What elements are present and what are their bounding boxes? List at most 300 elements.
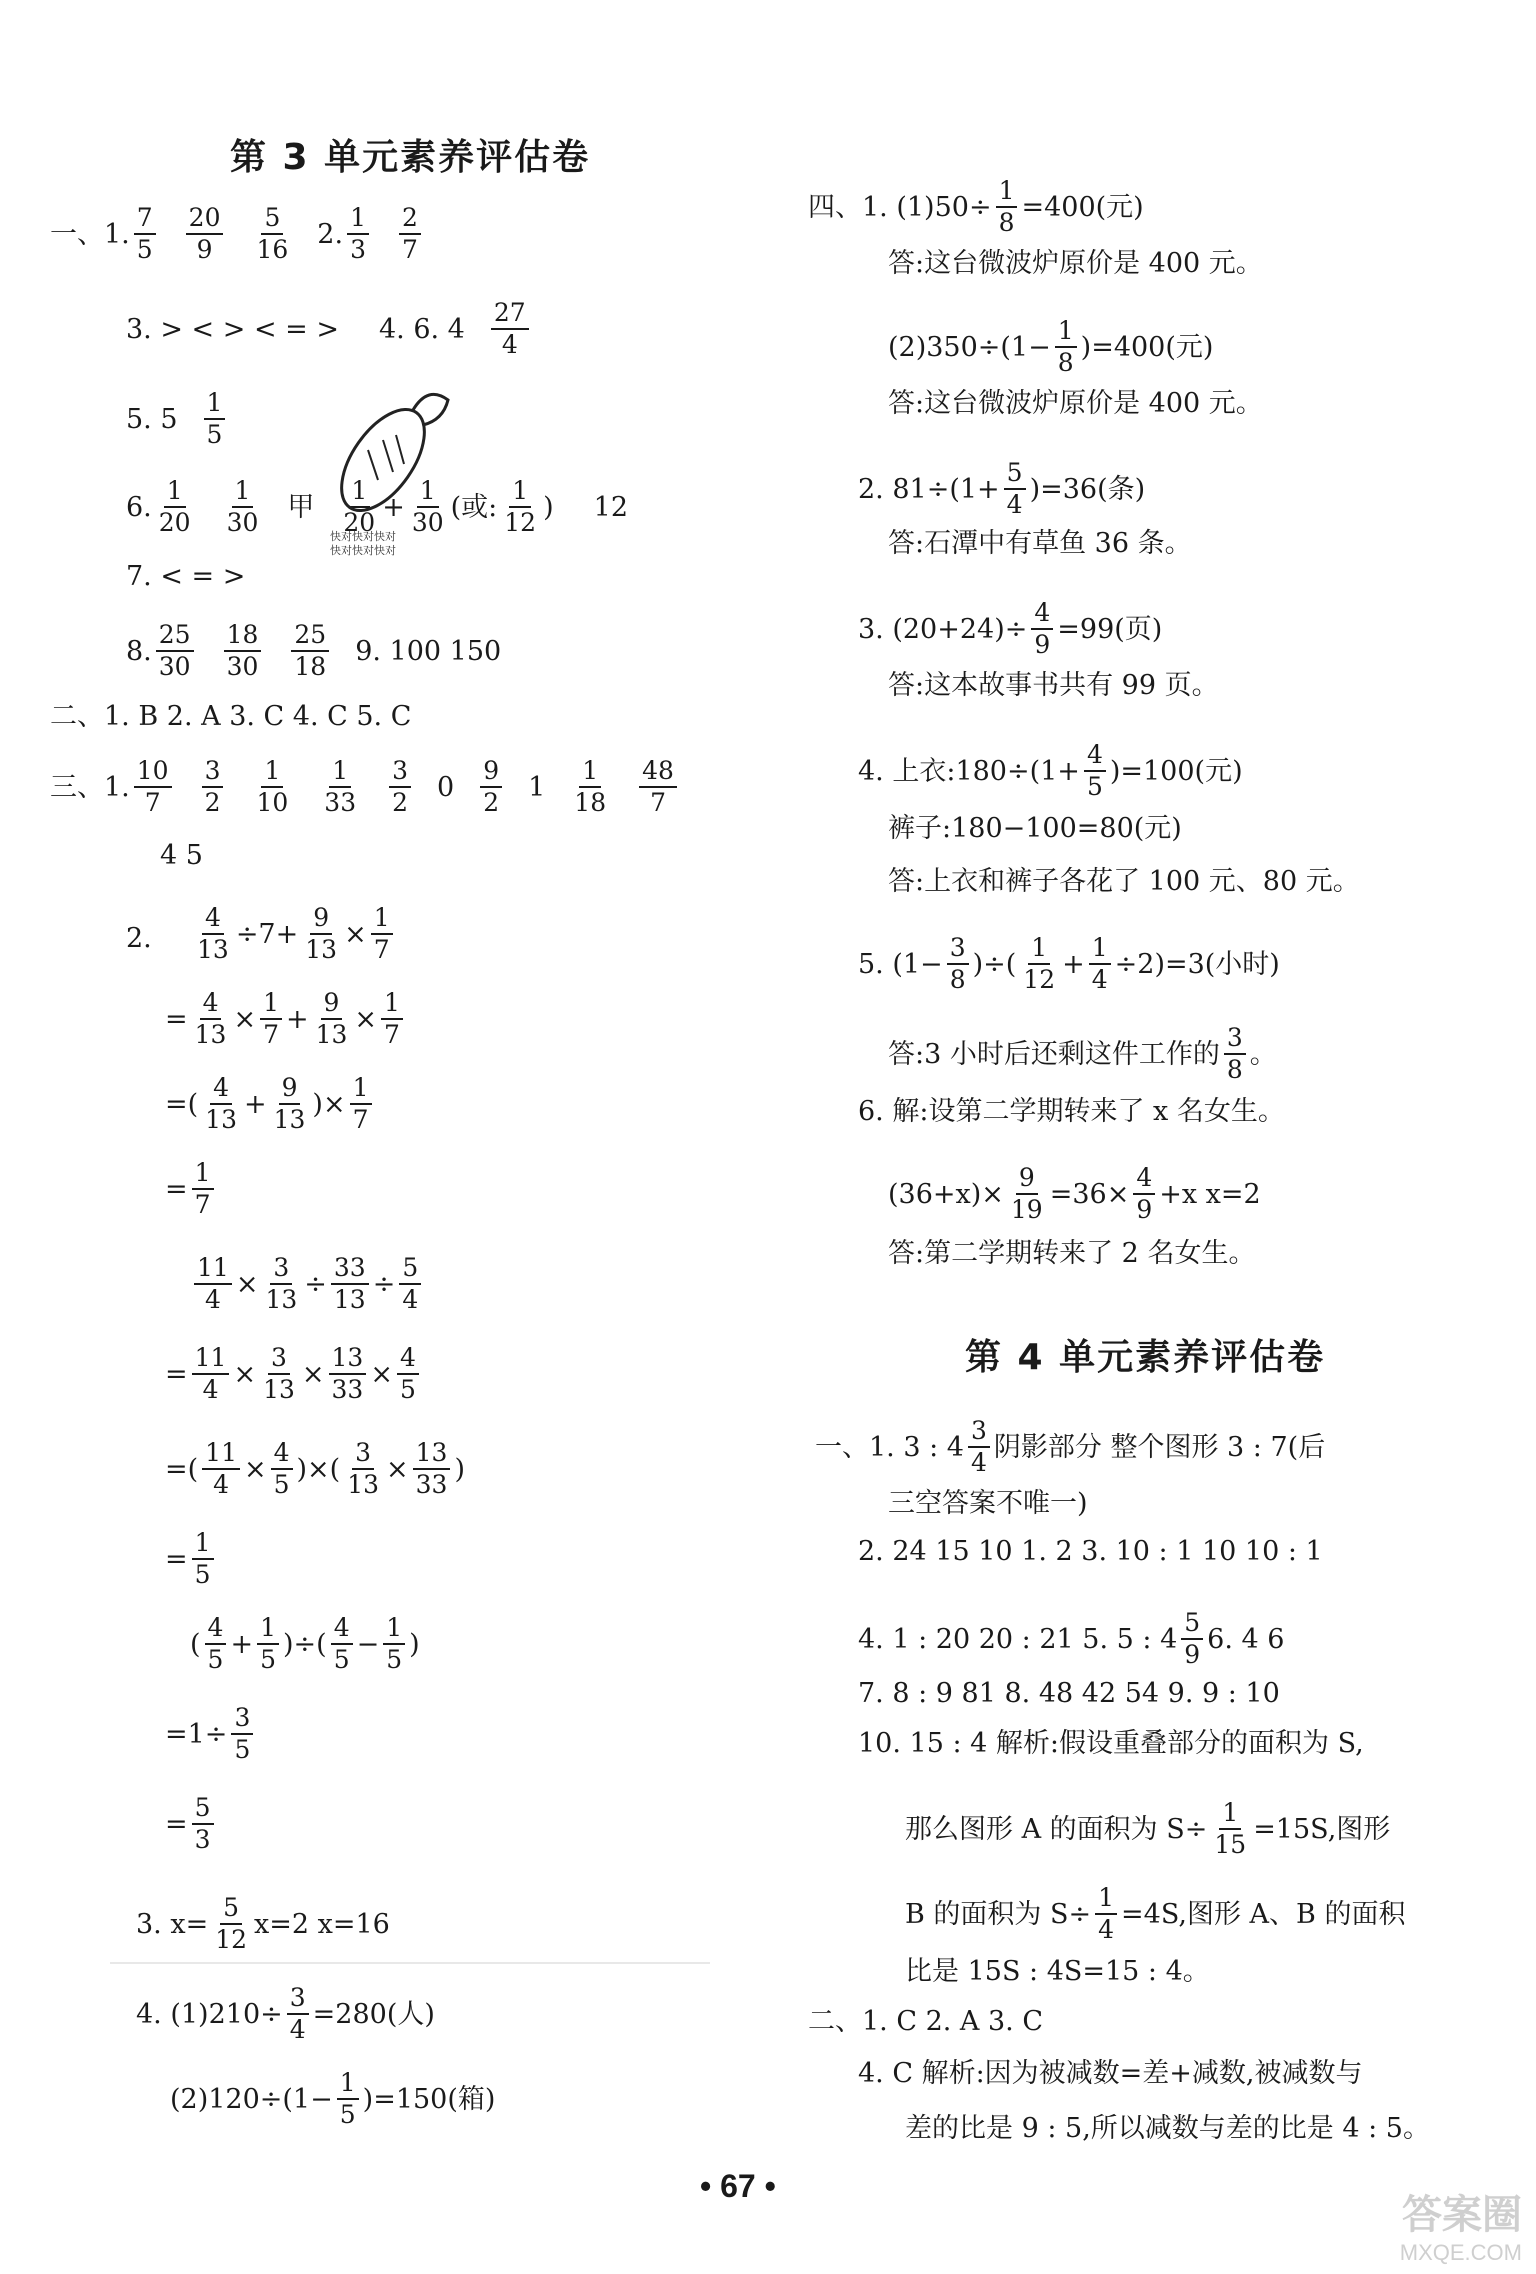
numerator: 48 [639, 758, 677, 788]
numerator: 5 [220, 1895, 242, 1925]
question-label: 5. 5 [126, 403, 178, 435]
expr-op1: =36× [1049, 1178, 1130, 1210]
denominator: 5 [206, 420, 223, 450]
s4-q3-ans: 答:这本故事书共有 99 页。 [888, 670, 1219, 701]
denominator: 7 [352, 1105, 369, 1135]
s4-q4-pants: 裤子:180−100=80(元) [888, 813, 1182, 844]
fraction [413, 1440, 451, 1499]
fraction [480, 758, 502, 817]
unit3-title: 第 3 单元素养评估卷 [230, 137, 591, 178]
s4-q1a [808, 178, 1144, 237]
numerator: 13 [329, 1345, 367, 1375]
expr-post: )=36(条) [1029, 473, 1146, 505]
denominator: 5 [234, 1735, 251, 1765]
expr-post: 。 [1249, 1038, 1277, 1070]
u4-s2-q4-l1: 4. C 解析:因为被减数=差+减数,被减数与 [858, 2058, 1363, 2089]
numerator: 9 [480, 758, 502, 788]
denominator: 5 [333, 1645, 350, 1675]
watermark [1400, 2183, 1522, 2266]
u4-q2-3: 2. 24 15 10 1. 2 3. 10 : 1 10 10 : 1 [858, 1536, 1323, 1567]
fraction [302, 905, 340, 964]
expr-pre: =( [165, 1453, 199, 1485]
denominator: 13 [194, 1020, 227, 1050]
fraction [1133, 1165, 1155, 1224]
denominator: 30 [226, 508, 259, 538]
expr-pre: B 的面积为 S÷ [905, 1898, 1092, 1930]
numerator: 5 [399, 1255, 421, 1285]
fraction [947, 935, 969, 994]
denominator: 5 [260, 1645, 276, 1675]
expr-post: x=2 x=16 [254, 1908, 390, 1940]
expr-op1: )÷( [972, 948, 1017, 980]
u4-s2-q4-l2: 差的比是 9 : 5,所以减数与差的比是 4 : 5。 [905, 2113, 1430, 2144]
expr-post: 阴影部分 整个图形 3 : 7(后 [993, 1431, 1326, 1463]
u4-q1 [815, 1418, 1325, 1477]
close-paren: ) [543, 491, 554, 523]
denominator: 9 [1136, 1195, 1153, 1225]
fraction [192, 1160, 214, 1219]
s4-q1a-ans: 答:这台微波炉原价是 400 元。 [888, 248, 1263, 279]
numerator: 1 [257, 1615, 279, 1645]
fraction [1031, 600, 1053, 659]
numerator: 3 [231, 1705, 253, 1735]
fraction [260, 990, 282, 1049]
denominator: 33 [324, 788, 357, 818]
expr-pre: (2)120÷(1− [170, 2083, 333, 2115]
expr-pre: = [165, 1543, 188, 1575]
numerator: 3 [1224, 1025, 1246, 1055]
denominator: 3 [194, 1825, 211, 1855]
fraction [192, 1795, 214, 1854]
numerator: 4 [271, 1440, 293, 1470]
numerator: 1 [383, 1615, 405, 1645]
expr-op1: × [235, 1268, 259, 1300]
numerator: 1 [579, 758, 601, 788]
fraction [1055, 318, 1077, 377]
fraction [192, 1530, 214, 1589]
calc3-l1 [190, 1615, 420, 1674]
numerator: 4 [210, 1075, 232, 1105]
fraction [253, 758, 291, 817]
comparison-answers: 3. > < > < = > [126, 313, 339, 345]
expr-post: ) [409, 1628, 420, 1660]
question-label: 4. 6. 4 [379, 313, 465, 345]
expr-pre: = [165, 1808, 188, 1840]
numerator: 1 [996, 178, 1018, 208]
numerator: 1 [204, 390, 226, 420]
fraction [1004, 460, 1026, 519]
denominator: 4 [1091, 965, 1108, 995]
expr-op1: × [233, 1003, 257, 1035]
numerator: 1 [192, 1530, 214, 1560]
denominator: 8 [998, 208, 1015, 238]
numerator: 4 [331, 1615, 353, 1645]
u4-q7-9: 7. 8 : 9 81 8. 48 42 54 9. 9 : 10 [858, 1678, 1280, 1709]
denominator: 2 [204, 788, 221, 818]
denominator: 7 [263, 1020, 279, 1050]
fraction [291, 622, 329, 681]
denominator: 13 [347, 1470, 380, 1500]
unit4-title: 第 4 单元素养评估卷 [965, 1337, 1326, 1378]
calc3-l2 [165, 1705, 257, 1764]
denominator: 7 [650, 788, 666, 818]
numerator: 1 [192, 1160, 214, 1190]
denominator: 4 [1098, 1915, 1115, 1945]
numerator: 5 [1004, 460, 1026, 490]
fraction [271, 1440, 293, 1499]
denominator: 13 [197, 935, 229, 965]
expr-pre: =( [165, 1088, 199, 1120]
expr-post: )=100(元) [1109, 755, 1243, 787]
numerator: 27 [491, 300, 529, 330]
denominator: 3 [350, 235, 366, 265]
s3-q4a [136, 1985, 435, 2044]
denominator: 12 [215, 1925, 248, 1955]
fraction [224, 622, 262, 681]
expr-pre: (36+x)× [888, 1178, 1004, 1210]
denominator: 5 [207, 1645, 224, 1675]
watermark-logo: 答案圈 [1402, 2193, 1522, 2237]
numerator: 1 [1089, 935, 1111, 965]
expr-pre: = [165, 1358, 188, 1390]
expr-pre: 那么图形 A 的面积为 S÷ [905, 1813, 1208, 1845]
expr-op3: × [370, 1358, 393, 1390]
expr-pre: ( [190, 1628, 201, 1660]
expr-post: )=400(元) [1080, 331, 1214, 363]
denominator: 4 [1006, 490, 1023, 520]
expr-op2: )× [312, 1088, 346, 1120]
denominator: 12 [1023, 965, 1056, 995]
expr-pre: (2)350÷(1− [888, 331, 1051, 363]
fraction [134, 205, 156, 264]
fraction [194, 1255, 232, 1314]
answer-values: 9. 100 150 [355, 635, 502, 667]
numerator: 18 [224, 622, 262, 652]
expr-post: ) [454, 1453, 466, 1485]
numerator: 4 [205, 1615, 227, 1645]
s4-q6-intro: 6. 解:设第二学期转来了 x 名女生。 [858, 1096, 1285, 1127]
numerator: 1 [348, 478, 370, 508]
expr-post: =99(页) [1057, 613, 1163, 645]
denominator: 7 [384, 1020, 400, 1050]
calc2-l4 [165, 1530, 218, 1589]
expr-pre: 四、1. (1)50÷ [808, 191, 992, 223]
denominator: 18 [574, 788, 607, 818]
denominator: 20 [343, 508, 376, 538]
expr-pre: 3. x= [136, 1908, 209, 1940]
fraction [1020, 935, 1058, 994]
denominator: 5 [386, 1645, 403, 1675]
calc2-l2 [165, 1345, 423, 1404]
watermark-url: MXQE.COM [1399, 2240, 1522, 2265]
expr-op3: − [356, 1628, 380, 1660]
denominator: 5 [273, 1470, 290, 1500]
expr-post: )=150(箱) [362, 2083, 496, 2115]
denominator: 5 [339, 2100, 356, 2130]
denominator: 2 [392, 788, 409, 818]
expr-op2: × [344, 918, 367, 950]
calc3-l3 [165, 1795, 218, 1854]
numerator: 1 [1219, 1800, 1241, 1830]
s3-q2-label: 2. [126, 923, 152, 954]
expr-pre: = [165, 1003, 188, 1035]
fraction [1084, 742, 1106, 801]
fraction [321, 758, 359, 817]
numerator: 1 [260, 990, 282, 1020]
fraction [1008, 1165, 1046, 1224]
fraction [156, 478, 194, 537]
denominator: 4 [204, 1285, 221, 1315]
denominator: 8 [1057, 348, 1074, 378]
answer-value: 0 [437, 771, 455, 803]
numerator: 5 [261, 205, 283, 235]
expr-op2: )×( [296, 1453, 341, 1485]
fraction [287, 1985, 309, 2044]
s3-q3 [136, 1895, 390, 1954]
numerator: 9 [1016, 1165, 1038, 1195]
s3-q1 [50, 758, 703, 817]
fraction [344, 1440, 382, 1499]
expr-op2: + [285, 1003, 309, 1035]
calc1-l2 [165, 990, 407, 1049]
numerator: 1 [371, 905, 393, 935]
denominator: 2 [483, 788, 500, 818]
expr-op1: + [230, 1628, 254, 1660]
numerator: 3 [202, 758, 224, 788]
s2-answers: 二、1. B 2. A 3. C 4. C 5. C [50, 701, 412, 732]
denominator: 12 [504, 508, 537, 538]
numerator: 1 [509, 478, 531, 508]
s4-q1b [888, 318, 1213, 377]
fraction [202, 758, 224, 817]
denominator: 20 [158, 508, 191, 538]
s4-q5 [858, 935, 1280, 994]
numerator: 3 [270, 1255, 292, 1285]
fraction [253, 205, 291, 264]
numerator: 3 [287, 1985, 309, 2015]
expr-op1: ÷7+ [235, 918, 299, 950]
numerator: 3 [947, 935, 969, 965]
s1-q8-9 [126, 622, 501, 681]
denominator: 15 [1214, 1830, 1247, 1860]
denominator: 7 [401, 235, 418, 265]
u4-q10-l2 [905, 1800, 1390, 1859]
expr-pre: =1÷ [165, 1718, 228, 1750]
expr-pre: 4. 1 : 20 20 : 21 5. 5 : 4 [858, 1623, 1178, 1655]
fraction [397, 1345, 419, 1404]
fraction [262, 1255, 300, 1314]
s4-q3 [858, 600, 1162, 659]
numerator: 1 [164, 478, 186, 508]
expr-op3: × [354, 1003, 378, 1035]
answer-value: 12 [593, 491, 628, 523]
fraction [204, 390, 226, 449]
fraction [389, 758, 411, 817]
fraction [383, 1615, 405, 1674]
expr-pre: 2. 81÷(1+ [858, 473, 1000, 505]
operator-plus: + [382, 491, 405, 523]
question-label: 6. [126, 491, 152, 523]
fraction [257, 1615, 279, 1674]
u4-q10-l4: 比是 15S : 4S=15 : 4。 [905, 1956, 1210, 1987]
fraction [134, 758, 172, 817]
answer-value: 1 [528, 771, 546, 803]
fraction [231, 1705, 253, 1764]
numerator: 2 [399, 205, 421, 235]
s4-q4 [858, 742, 1243, 801]
fraction [639, 758, 677, 817]
numerator: 1 [1055, 318, 1077, 348]
denominator: 8 [949, 965, 966, 995]
s4-q6-ans: 答:第二学期转来了 2 名女生。 [888, 1238, 1256, 1269]
denominator: 4 [213, 1470, 230, 1500]
denominator: 30 [226, 652, 259, 682]
denominator: 18 [294, 652, 327, 682]
expr-op1: × [243, 1453, 267, 1485]
fraction [156, 622, 194, 681]
s3-q1-extra: 4 5 [160, 840, 203, 871]
denominator: 13 [315, 1020, 348, 1050]
expr-pre: 一、1. 3 : 4 [815, 1431, 964, 1463]
s4-q4-ans: 答:上衣和裤子各花了 100 元、80 元。 [888, 866, 1360, 897]
expr-op1: + [243, 1088, 267, 1120]
expr-pre: 3. (20+24)÷ [858, 613, 1028, 645]
doodle-caption: 快对快对快对 快对快对快对 [330, 531, 396, 557]
expr-post: +x x=2 [1159, 1178, 1261, 1210]
numerator: 1 [347, 205, 369, 235]
fraction [350, 1075, 372, 1134]
fraction [1211, 1800, 1249, 1859]
fraction [212, 1895, 250, 1954]
fraction [571, 758, 609, 817]
numerator: 1 [329, 758, 351, 788]
numerator: 11 [202, 1440, 240, 1470]
numerator: 3 [268, 1345, 290, 1375]
numerator: 4 [1031, 600, 1053, 630]
fraction [192, 990, 230, 1049]
fraction [271, 1075, 309, 1134]
question-label: 8. [126, 635, 152, 667]
expr-post: =15S,图形 [1253, 1813, 1391, 1845]
denominator: 8 [1226, 1055, 1243, 1085]
denominator: 9 [1034, 630, 1051, 660]
denominator: 4 [402, 1285, 419, 1315]
denominator: 13 [205, 1105, 237, 1135]
expr-op3: × [386, 1453, 409, 1485]
denominator: 5 [399, 1375, 416, 1405]
denominator: 7 [194, 1190, 211, 1220]
fraction [205, 1615, 227, 1674]
numerator: 4 [1084, 742, 1106, 772]
s4-q2-ans: 答:石潭中有草鱼 36 条。 [888, 528, 1192, 559]
numerator: 3 [389, 758, 411, 788]
expr-pre: 答:3 小时后还剩这件工作的 [888, 1038, 1220, 1070]
page-number: • 67 • [700, 2168, 776, 2204]
expr-post: =400(元) [1021, 191, 1144, 223]
expr-pre: = [165, 1173, 188, 1205]
numerator: 13 [413, 1440, 451, 1470]
numerator: 10 [134, 758, 172, 788]
expr-pre: 5. (1− [858, 948, 943, 980]
expr-pre: 4. 上衣:180÷(1+ [858, 755, 1080, 787]
numerator: 3 [352, 1440, 374, 1470]
u4-q10-l3 [905, 1885, 1405, 1944]
denominator: 33 [331, 1375, 364, 1405]
numerator: 9 [321, 990, 343, 1020]
question-label: 一、1. [50, 218, 130, 250]
numerator: 20 [186, 205, 224, 235]
expr-post: =4S,图形 A、B 的面积 [1121, 1898, 1406, 1930]
s4-q6-eq [888, 1165, 1261, 1224]
fraction [399, 205, 421, 264]
numerator: 4 [1133, 1165, 1155, 1195]
denominator: 13 [265, 1285, 298, 1315]
numerator: 11 [192, 1345, 230, 1375]
denominator: 5 [1086, 772, 1103, 802]
fraction [192, 1345, 230, 1404]
s1-q1 [50, 205, 447, 264]
fraction [337, 2070, 359, 2129]
fraction [313, 990, 351, 1049]
fraction [202, 1440, 240, 1499]
denominator: 5 [136, 235, 153, 265]
question-label: 2. [317, 218, 344, 250]
denominator: 9 [196, 235, 213, 265]
expr-op3: ÷ [372, 1268, 396, 1300]
s1-q5 [126, 390, 229, 449]
fraction [186, 205, 224, 264]
expr-op2: + [1062, 948, 1085, 980]
fraction [224, 478, 262, 537]
denominator: 5 [194, 1560, 211, 1590]
fraction [996, 178, 1018, 237]
fraction [399, 1255, 421, 1314]
fraction [331, 1615, 353, 1674]
s3-q4b [170, 2070, 495, 2129]
expr-op2: × [301, 1358, 325, 1390]
s4-q1b-ans: 答:这台微波炉原价是 400 元。 [888, 388, 1263, 419]
alternate-answer: (或: [450, 491, 498, 523]
expr-pre: 4. (1)210÷ [136, 1998, 283, 2030]
denominator: 30 [411, 508, 444, 538]
numerator: 1 [261, 758, 283, 788]
s4-q5-ans [888, 1025, 1277, 1084]
calc1-l1 [190, 905, 397, 964]
denominator: 7 [144, 788, 161, 818]
numerator: 4 [397, 1345, 419, 1375]
numerator: 3 [968, 1418, 990, 1448]
calc1-l3 [165, 1075, 376, 1134]
denominator: 7 [373, 935, 390, 965]
denominator: 4 [970, 1448, 987, 1478]
numerator: 7 [134, 205, 156, 235]
fraction [260, 1345, 298, 1404]
numerator: 4 [200, 990, 222, 1020]
denominator: 13 [305, 935, 338, 965]
fraction [194, 905, 232, 964]
fraction [347, 205, 369, 264]
denominator: 13 [273, 1105, 306, 1135]
numerator: 4 [202, 905, 224, 935]
numerator: 5 [1181, 1610, 1203, 1640]
s1-q7: 7. < = > [126, 561, 246, 592]
denominator: 4 [501, 330, 518, 360]
numerator: 5 [192, 1795, 214, 1825]
fraction [329, 1345, 367, 1404]
s1-q3-4 [126, 300, 533, 359]
option-jia: 甲 [287, 491, 315, 523]
denominator: 9 [1184, 1640, 1201, 1670]
